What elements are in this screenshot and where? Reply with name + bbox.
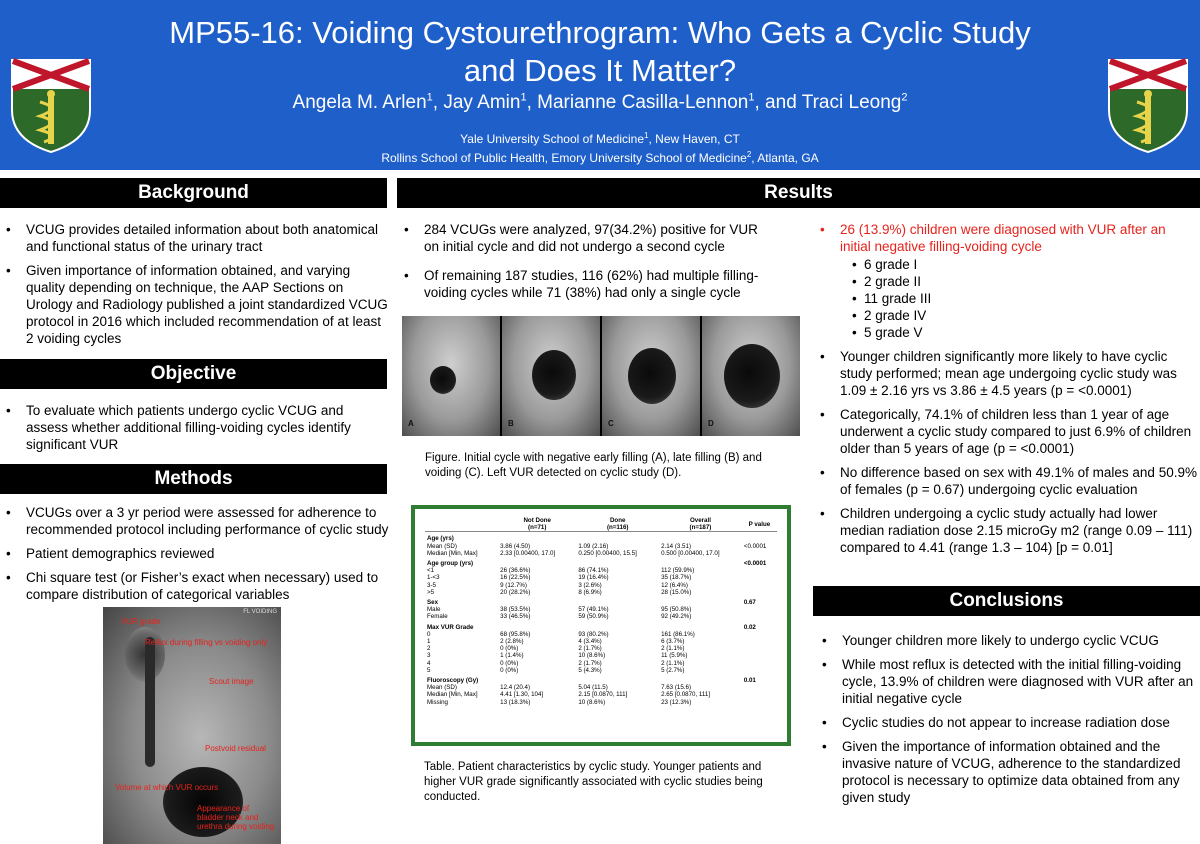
- table-cell: 2.65 [0.0870, 111]: [661, 691, 711, 699]
- table-cell: 8 (6.9%): [578, 588, 602, 596]
- title-line-2: and Does It Matter?: [463, 53, 737, 88]
- table-cell: 23 (12.3%): [661, 698, 692, 706]
- table-cell: 3 (2.6%): [578, 581, 602, 589]
- table-cell: 2 (1.7%): [578, 645, 602, 653]
- table-cell: [498, 674, 576, 684]
- table-cell: 5.04 (11.5): [578, 684, 608, 692]
- table-cell: Median [Min, Max]: [427, 691, 478, 699]
- table-cell: [659, 596, 742, 606]
- results-heading: Results: [397, 178, 1200, 208]
- table-cell: [576, 674, 659, 684]
- table-group-label: Sex: [427, 599, 439, 607]
- table-cell: <0.0001: [743, 542, 767, 550]
- table-cell: 5 (2.7%): [661, 666, 685, 674]
- list-item: • Younger children significantly more likely to have cyclic study performed; mean age undergoing cyclic study was 1.09 ± 2.16 yrs vs 3.86 ± 4.5 years (p = <0.0001): [814, 348, 1198, 399]
- table-cell: 10 (8.6%): [578, 652, 606, 660]
- table-cell: [659, 532, 742, 543]
- xray-panel-a: A: [402, 316, 500, 436]
- grade-item: • 2 grade IV: [840, 307, 1198, 324]
- table-cell: 0.250 [0.00400, 15.5]: [578, 549, 637, 557]
- conclusions-list: [816, 632, 1194, 813]
- table-cell: 16 (22.5%): [500, 574, 531, 582]
- table-cell: 112 (59.9%): [661, 567, 695, 575]
- table-row: [425, 550, 777, 557]
- table-row: [425, 691, 777, 698]
- table-row: [425, 606, 777, 613]
- author: Angela M. Arlen$^1$,: [292, 92, 444, 114]
- table-row: [425, 645, 777, 652]
- conclusions-heading: Conclusions: [813, 586, 1200, 616]
- table-group-label: Age group (yrs): [427, 560, 474, 568]
- title-line-1: MP55-16: Voiding Cystourethrogram: Who Gets a Cyclic Study: [169, 15, 1031, 50]
- table-cell: 4 (3.4%): [578, 638, 602, 646]
- table-cell: Mean (SD): [427, 542, 457, 550]
- table-cell: 2 (1.7%): [578, 659, 602, 667]
- table-cell: 59 (50.9%): [578, 613, 609, 621]
- list-item: • Categorically, 74.1% of children less than 1 year of age underwent a cyclic study compared to just 6.9% of children older than 5 years of age (p = <0.0001): [814, 406, 1198, 457]
- table-row: [425, 582, 777, 589]
- author: Jay Amin$^1$,: [443, 92, 538, 114]
- annotation-label: Volume at which VUR occurs: [115, 783, 219, 792]
- table-group-row: [425, 621, 777, 631]
- table-cell: 12 (6.4%): [661, 581, 688, 589]
- yale-medicine-shield-icon: [1107, 58, 1189, 154]
- list-item: • While most reflux is detected with the initial filling-voiding cycle, 13.9% of children were diagnosed with VUR after an initial negative cycle: [816, 656, 1194, 707]
- table-cell: [659, 621, 742, 631]
- table-row: [425, 631, 777, 638]
- table-group-row: [425, 596, 777, 606]
- table-cell: 2 (1.1%): [661, 659, 685, 667]
- table-cell: 0.02: [743, 623, 756, 631]
- affiliation-1: Yale University School of Medicine$^1$, New Haven, CT: [460, 131, 740, 146]
- table-cell: 95 (50.8%): [661, 606, 692, 614]
- table-cell: 2.14 (3.51): [661, 542, 692, 550]
- table-cell: 0.01: [743, 677, 756, 685]
- table-cell: 92 (49.2%): [661, 613, 692, 621]
- list-item: • Cyclic studies do not appear to increase radiation dose: [816, 714, 1194, 731]
- author: Marianne Casilla-Lennon$^1$, and: [537, 92, 802, 114]
- background-list: [0, 221, 392, 354]
- table-cell: 1-<3: [427, 574, 440, 582]
- table-header-cell: Done (n=116): [576, 517, 659, 532]
- author: Traci Leong$^2$: [801, 92, 908, 114]
- annotated-vcug-image: [103, 607, 281, 844]
- table-cell: <0.0001: [743, 560, 767, 568]
- table-cell: [576, 621, 659, 631]
- list-item: • Of remaining 187 studies, 116 (62%) had multiple filling-voiding cycles while 71 (38%) had only a single cycle: [398, 267, 776, 301]
- table-caption: Table. Patient characteristics by cyclic study. Younger patients and higher VUR grade significantly associated with cyclic studies being conducted.: [424, 761, 763, 803]
- table-cell: 0 (0%): [500, 666, 519, 674]
- table-cell: 1.09 (2.16): [578, 542, 609, 550]
- cyclic-study-figure: [402, 316, 800, 436]
- table-cell: 3.86 (4.50): [500, 542, 531, 550]
- table-cell: 35 (18.7%): [661, 574, 692, 582]
- yale-medicine-shield-icon: [10, 58, 92, 154]
- table-cell: 0.67: [743, 599, 756, 607]
- table-cell: Male: [427, 606, 441, 614]
- table-cell: 86 (74.1%): [578, 567, 609, 575]
- table-group-row: [425, 532, 777, 543]
- annotation-label: VUR grade: [121, 617, 161, 626]
- table-cell: 2.33 [0.00400, 17.0]: [500, 549, 556, 557]
- table-cell: 11 (5.9%): [661, 652, 688, 660]
- xray-panel-b: B: [502, 316, 600, 436]
- table-row: [425, 684, 777, 691]
- table-row: [425, 613, 777, 620]
- results-list-2: [814, 221, 1198, 563]
- list-item: • Given importance of information obtained, and varying quality depending on technique, the AAP Sections on Urology and Radiology published a joint standardized VCUG protocol in 2016 which included recommendation of at least 2 voiding cycles: [0, 262, 392, 347]
- table-cell: [576, 557, 659, 567]
- affiliations: [110, 128, 1090, 166]
- table-cell: Median [Min, Max]: [427, 549, 478, 557]
- table-cell: [742, 606, 777, 613]
- table-cell: [742, 532, 777, 543]
- annotation-label: Reflux during filling vs voiding only: [145, 638, 268, 647]
- table-row: [425, 589, 777, 596]
- objective-heading: Objective: [0, 359, 387, 389]
- table-row: [425, 667, 777, 674]
- patient-characteristics-table: [411, 505, 791, 746]
- table-cell: 2 (2.8%): [500, 638, 524, 646]
- table-cell: 13 (18.3%): [500, 698, 531, 706]
- table-cell: Female: [427, 613, 448, 621]
- table-cell: [742, 582, 777, 589]
- methods-heading: Methods: [0, 464, 387, 494]
- table-cell: 57 (49.1%): [578, 606, 609, 614]
- table-cell: 6 (3.7%): [661, 638, 685, 646]
- image-tag: FL VOIDING: [243, 609, 277, 615]
- table-cell: [498, 532, 576, 543]
- list-item: • To evaluate which patients undergo cyclic VCUG and assess whether additional filling-voiding cycles identify significant VUR: [0, 402, 380, 453]
- table-header-cell: Overall (n=187): [659, 517, 742, 532]
- list-item: • VCUG provides detailed information about both anatomical and functional status of the urinary tract: [0, 221, 392, 255]
- table-cell: 19 (16.4%): [578, 574, 609, 582]
- table-cell: 0 (0%): [500, 645, 519, 653]
- table-cell: 10 (8.6%): [578, 698, 606, 706]
- table-cell: [742, 589, 777, 596]
- table-group-row: [425, 674, 777, 684]
- table-cell: [498, 621, 576, 631]
- grade-item: • 2 grade II: [840, 273, 1198, 290]
- table-cell: 0 (0%): [500, 659, 519, 667]
- list-item: • Children undergoing a cyclic study actually had lower median radiation dose 2.15 microGy m2 (range 0.09 – 111) compared to 4.41 (range 1.3 – 104) [p = 0.01]: [814, 505, 1198, 556]
- list-item: [814, 221, 1198, 341]
- table-cell: 7.63 (15.6): [661, 684, 692, 692]
- table-cell: 161 (86.1%): [661, 630, 695, 638]
- table-cell: 33 (46.5%): [500, 613, 531, 621]
- list-item: • Patient demographics reviewed: [0, 545, 392, 562]
- table-cell: >5: [427, 588, 435, 596]
- table-cell: 1 (1.4%): [500, 652, 524, 660]
- list-item: • Given the importance of information obtained and the invasive nature of VCUG, adherence to the standardized protocol is necessary to optimize data obtained from any given study: [816, 738, 1194, 806]
- table-cell: [742, 645, 777, 652]
- table-cell: 0.500 [0.00400, 17.0]: [661, 549, 720, 557]
- table-group-label: Age (yrs): [427, 535, 454, 543]
- table-cell: 3-5: [427, 581, 436, 589]
- annotation-label: Scout image: [209, 677, 254, 686]
- objective-list: [0, 402, 380, 460]
- table-header-cell: P value: [742, 517, 777, 532]
- table-cell: 93 (80.2%): [578, 630, 609, 638]
- table-cell: [742, 684, 777, 691]
- affiliation-2: Rollins School of Public Health, Emory University School of Medicine$^2$, Atlanta, GA: [381, 150, 819, 165]
- grade-list: [840, 256, 1198, 341]
- table-row: [425, 574, 777, 581]
- table-cell: [742, 567, 777, 574]
- poster-title: [110, 14, 1090, 90]
- table-cell: [742, 660, 777, 667]
- list-item: • Chi square test (or Fisher’s exact when necessary) used to compare distribution of categorical variables: [0, 569, 392, 603]
- table-row: [425, 660, 777, 667]
- table-group-label: Fluoroscopy (Gy): [427, 677, 479, 685]
- highlight-text: 26 (13.9%) children were diagnosed with VUR after an initial negative filling-voiding cycle: [840, 222, 1166, 254]
- table-row: [425, 638, 777, 645]
- table-cell: 26 (36.6%): [500, 567, 531, 575]
- table-cell: [742, 699, 777, 706]
- table-cell: [742, 550, 777, 557]
- xray-panel-c: C: [602, 316, 700, 436]
- table-cell: 0: [427, 630, 431, 638]
- table-cell: 9 (12.7%): [500, 581, 527, 589]
- table-group-label: Max VUR Grade: [427, 623, 474, 631]
- table-cell: 4: [427, 659, 431, 667]
- grade-item: • 5 grade V: [840, 324, 1198, 341]
- table-cell: [498, 557, 576, 567]
- table-cell: [742, 652, 777, 659]
- figure-caption: Figure. Initial cycle with negative early filling (A), late filling (B) and voiding (C). Left VUR detected on cyclic study (D).: [425, 452, 762, 479]
- table-cell: [742, 631, 777, 638]
- table-cell: 68 (95.8%): [500, 630, 531, 638]
- table-cell: [498, 596, 576, 606]
- table-row: [425, 543, 777, 550]
- grade-item: • 6 grade I: [840, 256, 1198, 273]
- table-cell: 12.4 (20.4): [500, 684, 531, 692]
- table-header-cell: Not Done (n=71): [498, 517, 576, 532]
- table-cell: 28 (15.0%): [661, 588, 692, 596]
- table-cell: 5: [427, 666, 431, 674]
- table-group-row: [425, 557, 777, 567]
- table-cell: 2.15 [0.0870, 111]: [578, 691, 628, 699]
- ureter-shadow: [145, 637, 155, 767]
- grade-item: • 11 grade III: [840, 290, 1198, 307]
- annotation-label: Postvoid residual: [205, 744, 266, 753]
- table-cell: [576, 596, 659, 606]
- table-cell: Missing: [427, 698, 448, 706]
- table-cell: 1: [427, 638, 431, 646]
- table-header-row: [425, 517, 777, 532]
- list-item: • No difference based on sex with 49.1% of males and 50.9% of females (p = 0.67) undergoing cyclic evaluation: [814, 464, 1198, 498]
- author-list: [110, 92, 1090, 114]
- table-cell: [742, 574, 777, 581]
- table-cell: 5 (4.3%): [578, 666, 602, 674]
- table-cell: [742, 638, 777, 645]
- list-item: • 284 VCUGs were analyzed, 97(34.2%) positive for VUR on initial cycle and did not undergo a second cycle: [398, 221, 776, 255]
- table-cell: Mean (SD): [427, 684, 457, 692]
- background-heading: Background: [0, 178, 387, 208]
- xray-panel-d: D: [702, 316, 800, 436]
- table-cell: 38 (53.5%): [500, 606, 531, 614]
- results-list-1: [398, 221, 776, 308]
- table-cell: 20 (28.2%): [500, 588, 531, 596]
- table-row: [425, 699, 777, 706]
- poster-header: [0, 0, 1200, 170]
- table-cell: [742, 691, 777, 698]
- table-cell: 2 (1.1%): [661, 645, 685, 653]
- data-table: [425, 517, 777, 706]
- table-cell: 4.41 [1.30, 104]: [500, 691, 544, 699]
- table-cell: [659, 674, 742, 684]
- table-cell: [659, 557, 742, 567]
- table-row: [425, 652, 777, 659]
- table-cell: [742, 613, 777, 620]
- table-cell: <1: [427, 567, 435, 575]
- table-cell: 3: [427, 652, 431, 660]
- table-cell: [576, 532, 659, 543]
- methods-list: [0, 504, 392, 610]
- table-row: [425, 567, 777, 574]
- table-header-cell: [425, 517, 498, 532]
- table-cell: [742, 667, 777, 674]
- list-item: • VCUGs over a 3 yr period were assessed for adherence to recommended protocol including performance of cyclic study: [0, 504, 392, 538]
- table-cell: 2: [427, 645, 431, 653]
- list-item: • Younger children more likely to undergo cyclic VCUG: [816, 632, 1194, 649]
- annotation-label: Appearance of bladder neck and urethra during voiding: [197, 804, 275, 831]
